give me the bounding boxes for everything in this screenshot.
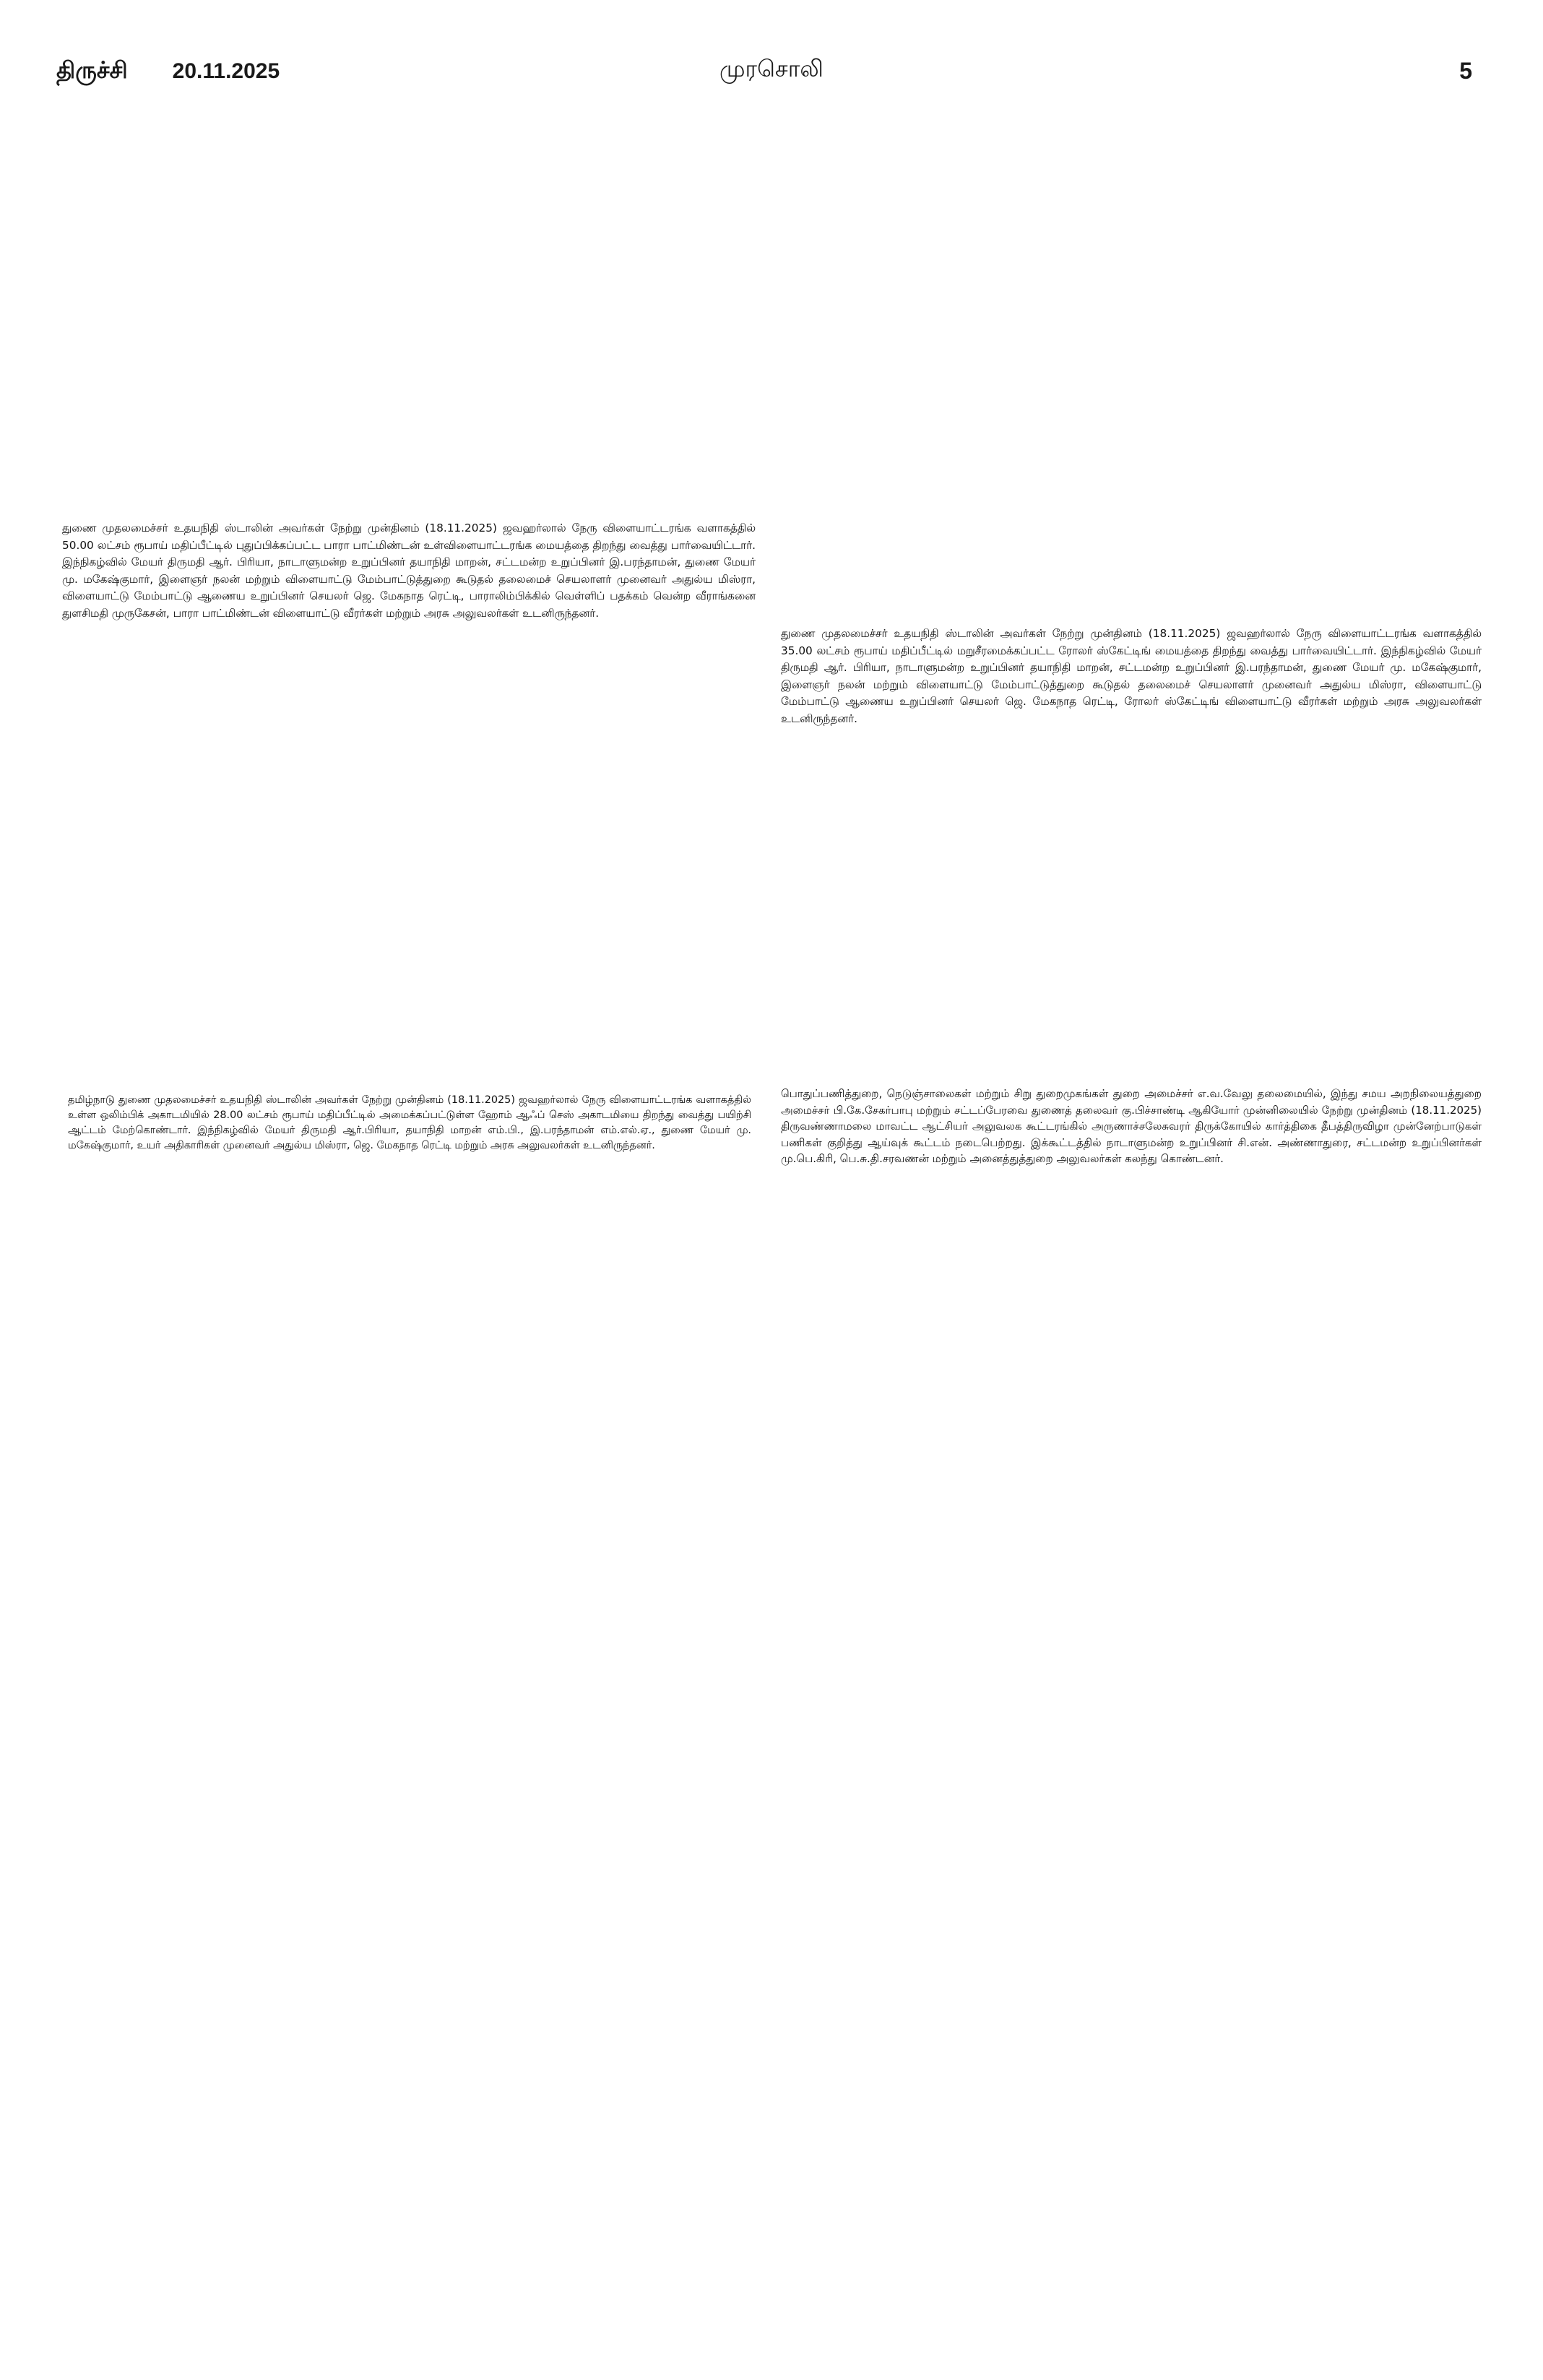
city-name: திருச்சி <box>56 56 128 84</box>
photo-caption-bottom-left: தமிழ்நாடு துணை முதலமைச்சர் உதயநிதி ஸ்டாலின் அவர்கள் நேற்று முன்தினம் (18.11.2025) ஜவஹர்லால் நேரு விளையாட்டரங்க வளாகத்தில் உள்ள ஒலிம்பிக் அகாடமியில் 28.00 லட்சம் ரூபாய் மதிப்பீட்டில் அமைக்கப்பட்டுள்ள ஹோம் ஆஃப் செஸ் அகாடமியை திறந்து வைத்து பயிற்சி ஆட்டம் மேற்கொண்டார். இந்நிகழ்வில் மேயர் திருமதி ஆர்.பிரியா, தயாநிதி மாறன் எம்.பி., இ.பரந்தாமன் எம்.எல்.ஏ., துணை மேயர் மு. மகேஷ்குமார், உயர் அதிகாரிகள் முனைவர் அதுல்ய மிஸ்ரா, ஜெ. மேகநாத ரெட்டி மற்றும் அரசு அலுவலர்கள் உடனிருந்தனர். <box>68 1094 751 1151</box>
page-number: 5 <box>1459 58 1472 84</box>
newspaper-title: முரசொலி <box>719 55 824 82</box>
photo-caption-top-left: துணை முதலமைச்சர் உதயநிதி ஸ்டாலின் அவர்கள் நேற்று முன்தினம் (18.11.2025) ஜவஹர்லால் நேரு விளையாட்டரங்க வளாகத்தில் 50.00 லட்சம் ரூபாய் மதிப்பீட்டில் புதுப்பிக்கப்பட்ட பாரா பாட்மிண்டன் உள்விளையாட்டரங்க மையத்தை திறந்து வைத்து பார்வையிட்டார். இந்நிகழ்வில் மேயர் திருமதி ஆர். பிரியா, நாடாளுமன்ற உறுப்பினர் தயாநிதி மாறன், சட்டமன்ற உறுப்பினர் இ.பரந்தாமன், துணை மேயர் மு. மகேஷ்குமார், இளைஞர் நலன் மற்றும் விளையாட்டு மேம்பாட்டுத்துறை கூடுதல் தலைமைச் செயலாளர் முனைவர் அதுல்ய மிஸ்ரா, விளையாட்டு மேம்பாட்டு ஆணைய உறுப்பினர் செயலர் ஜெ. மேகநாத ரெட்டி, பாராலிம்பிக்கில் வெள்ளிப் பதக்கம் வென்ற வீராங்கனை துளசிமதி முருகேசன், பாரா பாட்மிண்டன் விளையாட்டு வீரர்கள் மற்றும் அரசு அலுவலர்கள் உடனிருந்தனர். <box>62 522 756 620</box>
photo-caption-top-right: துணை முதலமைச்சர் உதயநிதி ஸ்டாலின் அவர்கள் நேற்று முன்தினம் (18.11.2025) ஜவஹர்லால் நேரு விளையாட்டரங்க வளாகத்தில் 35.00 லட்சம் ரூபாய் மதிப்பீட்டில் மறுசீரமைக்கப்பட்ட ரோலர் ஸ்கேட்டிங் மையத்தை திறந்து வைத்து பார்வையிட்டார். இந்நிகழ்வில் மேயர் திருமதி ஆர். பிரியா, நாடாளுமன்ற உறுப்பினர் தயாநிதி மாறன், சட்டமன்ற உறுப்பினர் இ.பரந்தாமன், துணை மேயர் மு. மகேஷ்குமார், இளைஞர் நலன் மற்றும் விளையாட்டு மேம்பாட்டுத்துறை கூடுதல் தலைமைச் செயலாளர் முனைவர் அதுல்ய மிஸ்ரா, விளையாட்டு மேம்பாட்டு ஆணைய உறுப்பினர் செயலர் ஜெ. மேகநாத ரெட்டி, ரோலர் ஸ்கேட்டிங் விளையாட்டு வீரர்கள் மற்றும் அரசு அலுவலர்கள் உடனிருந்தனர். <box>781 627 1482 725</box>
issue-date: 20.11.2025 <box>172 59 280 83</box>
photo-caption-bottom-right: பொதுப்பணித்துறை, நெடுஞ்சாலைகள் மற்றும் சிறு துறைமுகங்கள் துறை அமைச்சர் எ.வ.வேலு தலைமையில், இந்து சமய அறநிலையத்துறை அமைச்சர் பி.கே.சேகர்பாபு மற்றும் சட்டப்பேரவை துணைத் தலைவர் கு.பிச்சாண்டி ஆகியோர் முன்னிலையில் நேற்று முன்தினம் (18.11.2025) திருவண்ணாமலை மாவட்ட ஆட்சியர் அலுவலக கூட்டரங்கில் அருணாச்சலேசுவரர் திருக்கோயில் கார்த்திகை தீபத்திருவிழா முன்னேற்பாடுகள் பணிகள் குறித்து ஆய்வுக் கூட்டம் நடைபெற்றது. இக்கூட்டத்தில் நாடாளுமன்ற உறுப்பினர் சி.என். அண்ணாதுரை, சட்டமன்ற உறுப்பினர்கள் மு.பெ.கிரி, பெ.சு.தி.சரவணன் மற்றும் அனைத்துத்துறை அலுவலர்கள் கலந்து கொண்டனர். <box>781 1087 1482 1165</box>
